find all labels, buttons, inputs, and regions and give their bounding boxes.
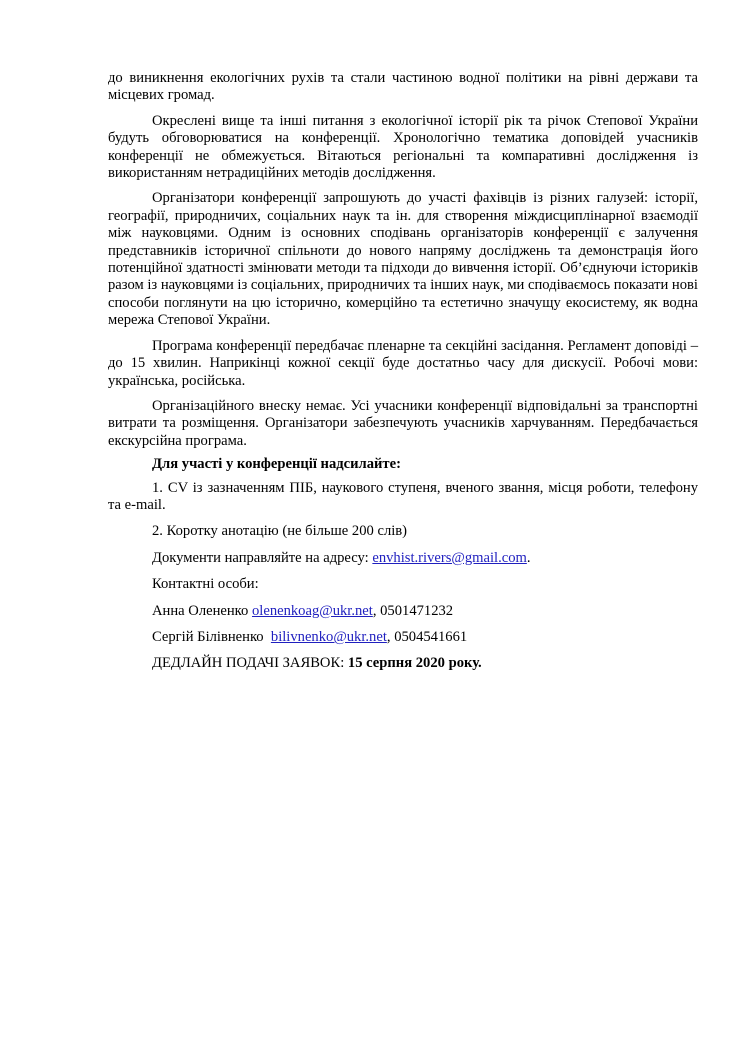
paragraph-water-policy: до виникнення екологічних рухів та стали частиною водної політики на рівні держави та місцевих громад. [108, 70, 698, 104]
deadline-label: ДЕДЛАЙН ПОДАЧІ ЗАЯВОК: [152, 655, 348, 672]
documents-address-period: . [526, 549, 531, 566]
submission-email-link[interactable]: envhist.rivers@gmail.com [372, 549, 527, 566]
contact-name: Анна Олененко [152, 602, 252, 619]
contact-phone: , 0504541661 [386, 628, 468, 645]
documents-address-label: Документи направляйте на адресу: [152, 549, 373, 566]
paragraph-conference-topics: Окреслені вище та інші питання з екологічної історії рік та річок Степової України будуть обговорюватися на конференції. Хронологічно тематика доповідей учасників конференції не обмежується. Вітаються регіональні та компаративні дослідження із використанням нетрадиційних методів дослідження. [108, 112, 698, 182]
submission-item-abstract: 2. Коротку анотацію (не більше 200 слів) [152, 523, 408, 540]
contact-email-link[interactable]: bilivnenko@ukr.net [270, 628, 387, 645]
contact-email-link[interactable]: olenenkoag@ukr.net [251, 602, 373, 619]
paragraph-fees: Організаційного внеску немає. Усі учасники конференції відповідальні за транспортні витрати та розміщення. Організатори забезпечують учасників харчуванням. Передбачається екскурсійна програма. [108, 397, 698, 449]
contact-name: Сергій Білівненко [152, 628, 271, 645]
contact-person-olenenko [108, 603, 698, 620]
documents-address [108, 550, 698, 567]
paragraph-program: Програма конференції передбачає пленарне та секційні засідання. Регламент доповіді – до 15 хвилин. Наприкінці кожної секції буде достатньо часу для дискусії. Робочі мови: українська, російська. [108, 337, 698, 389]
contacts-label: Контактні особи: [152, 576, 259, 593]
contact-phone: , 0501471232 [372, 602, 454, 619]
deadline-date: 15 серпня 2020 року. [347, 655, 482, 672]
document-page [108, 70, 698, 673]
submission-item-cv: 1. CV із зазначенням ПІБ, наукового ступеня, вченого звання, місця роботи, телефону та e-mail. [108, 479, 698, 513]
submission-heading: Для участі у конференції надсилайте: [152, 456, 401, 473]
contact-person-bilivnenko [108, 629, 698, 646]
deadline-line [108, 655, 698, 672]
paragraph-organizers-invite: Організатори конференції запрошують до участі фахівців із різних галузей: історії, географії, природничих, соціальних наук та ін. для створення міждисциплінарної взаємодії між науковцями. Одним із основних сподівань організаторів конференції є залучення представників історичної спільноти до нового напряму досліджень та демонстрація його потенційної здатності змінювати методи та підходи до вивчення історії. Об’єднуючи істориків разом із науковцями із соціальних, природничих та інших наук, ми сподіваємось показати нові способи поглянути на цю історично, комерційно та естетично значущу екосистему, як водна мережа Степової України. [108, 190, 698, 329]
